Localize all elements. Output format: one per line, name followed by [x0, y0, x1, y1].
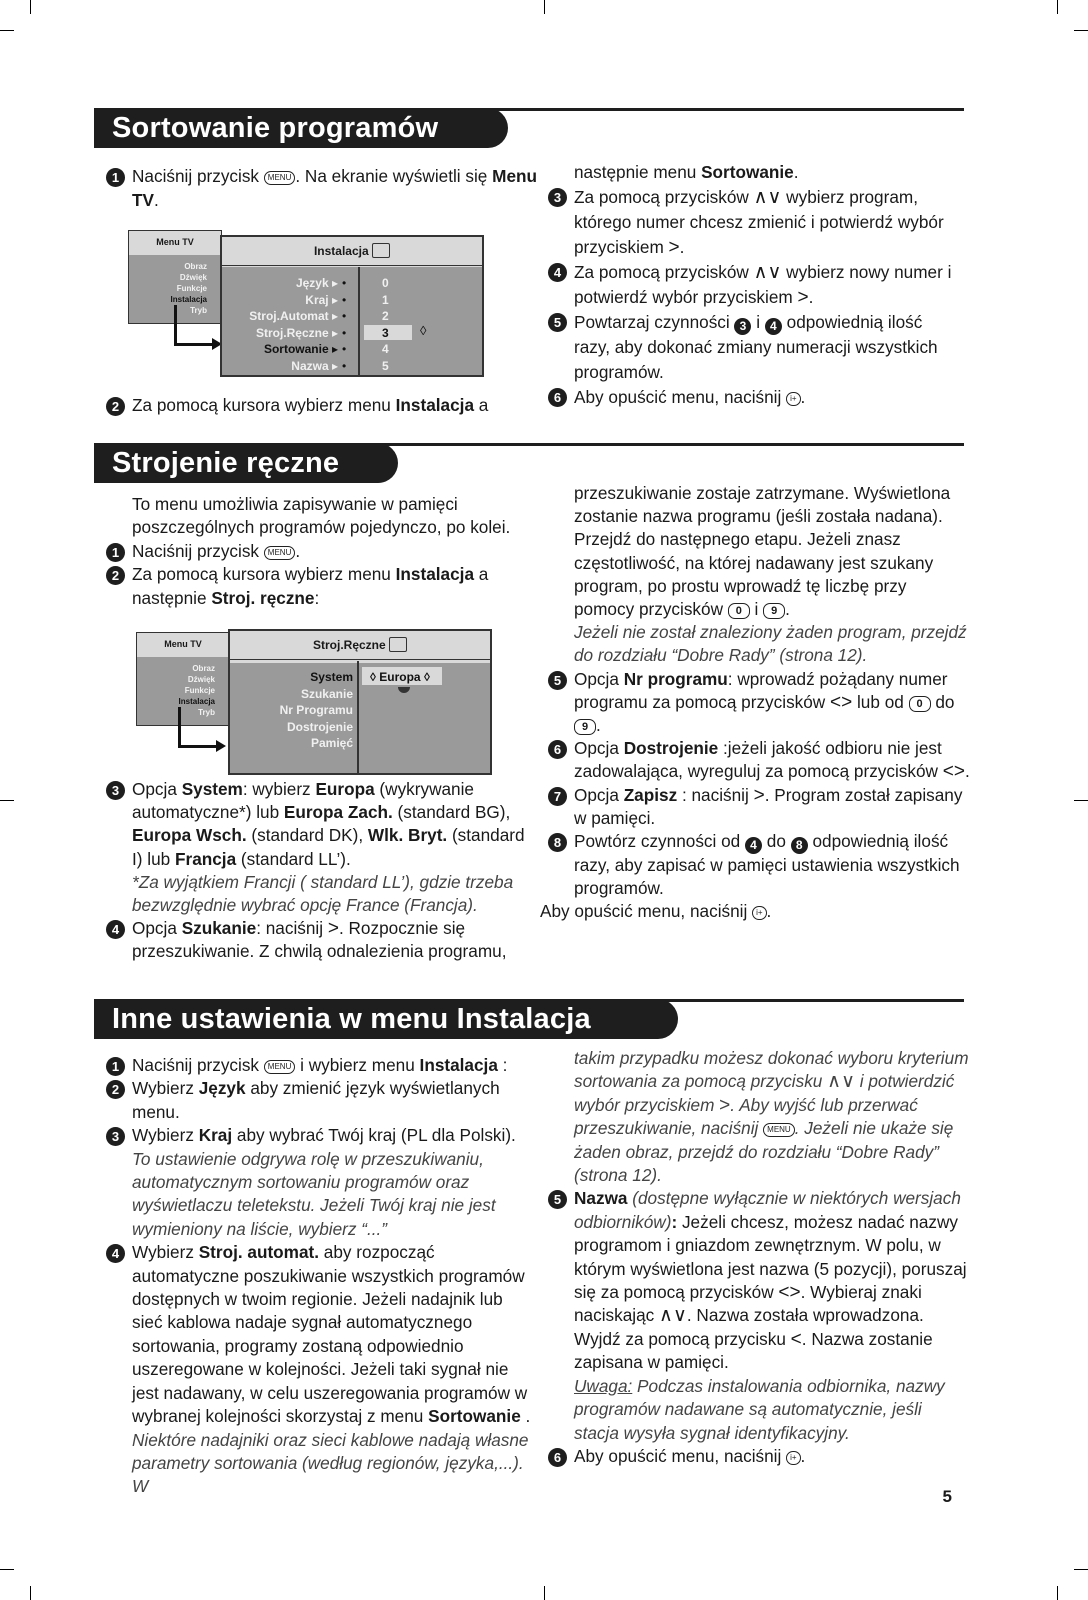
- section-title: Sortowanie programów: [112, 111, 439, 144]
- s2-step-4: 4 Opcja Szukanie: naciśnij >. Rozpocznie się przeszukiwanie. Z chwilą odnalezienia programu,: [98, 917, 538, 963]
- key-9-icon: 9: [763, 603, 785, 619]
- right-arrow-icon: >: [327, 918, 339, 940]
- up-down-icon: ∧∨: [753, 262, 782, 283]
- menu-bullets: • • • • • •: [342, 276, 347, 373]
- s1-step-2: 2 Za pomocą kursora wybierz menu Instalacja a: [98, 394, 538, 418]
- osd-button-icon: i+: [752, 906, 766, 920]
- s3-step-4: 4 Wybierz Stroj. automat. aby rozpocząć automatyczne poszukiwanie wszystkich programów dostępnych w twoim regionie. Jeżeli nadajnik lub sieć kablowa nadaje sygnał automatycznego sortowania, programy zostaną odpowiednio uszeregowane w kolejności. Jeżeli taki sygnał nie jest nadawany, w celu uszeregowania programów w wybranej kolejności skorzystaj z menu Sortowanie .: [98, 1241, 538, 1428]
- menu-button-icon: MENU: [264, 1060, 296, 1074]
- right-arrow-icon: >: [719, 1094, 731, 1116]
- key-0-icon: 0: [909, 696, 931, 712]
- s1-step-3: 3 Za pomocą przycisków ∧∨ wybierz program, którego numer chcesz zmienić i potwierdź wybór przyciskiem >.: [540, 185, 960, 260]
- section-heading: [94, 443, 398, 483]
- down-arrow-icon: [398, 687, 410, 693]
- right-arrow-icon: >: [797, 287, 809, 308]
- crop-mark: [1057, 1586, 1058, 1600]
- crop-mark: [1074, 800, 1088, 801]
- menu-item-jezyk: Język ▸: [295, 276, 338, 290]
- right-arrow-icon: >: [668, 237, 680, 258]
- s1-right-column: [540, 160, 960, 410]
- menu-tv-title: Menu TV: [156, 237, 194, 247]
- s2-step-4-cont: przeszukiwanie zostaje zatrzymane. Wyświetlona zostanie nazwa programu (jeśli została nadana). Przejdź do następnego etapu. Jeżeli znasz częstotliwość, na której nadawany jest szukany program, po prostu wprowadź tę liczbę przy pomocy przycisków 0 i 9 .: [574, 483, 951, 620]
- menu-button-icon: MENU: [264, 171, 296, 185]
- instalacja-list: [249, 275, 338, 374]
- s3-step-3: 3 Wybierz Kraj aby wybrać Twój kraj (PL dla Polski).: [98, 1124, 538, 1147]
- s1-step-2-cont: następnie menu Sortowanie.: [574, 162, 799, 182]
- s1-step-6: 6 Aby opuścić menu, naciśnij i+ .: [540, 385, 960, 410]
- s2-step-2: 2 Za pomocą kursora wybierz menu Instalacja a następnie Stroj. ręczne:: [98, 563, 538, 610]
- s2-step-3: 3 Opcja System: wybierz Europa (wykrywanie automatyczne*) lub Europa Zach. (standard BG), Europa Wsch. (standard DK), Wlk. Bryt. (standard I) lub Francja (standard LL’).: [98, 778, 538, 871]
- left-arrow-icon: <: [790, 1328, 802, 1350]
- crop-mark: [30, 1586, 31, 1600]
- menu-item-stroj-automat: Stroj.Automat ▸: [249, 309, 338, 323]
- up-down-icon: ∧∨: [753, 187, 782, 208]
- menu-screen-icon: [372, 243, 390, 258]
- up-down-icon: ∧∨: [659, 1305, 687, 1327]
- menu-tv-panel: [136, 632, 230, 726]
- stroj-reczne-list: [280, 669, 353, 752]
- menu-tv-item: Dźwięk: [179, 273, 207, 282]
- right-arrow-icon: >: [753, 784, 765, 806]
- connector-arrow-icon: [216, 740, 226, 752]
- s3-step-3-note: To ustawienie odgrywa rolę w przeszukiwaniu, automatycznym sortowaniu programów oraz wyświetlaczu teletekstu. Jeżeli Twój kraj nie jest wymieniony na liście, wybierz “...”: [132, 1148, 496, 1239]
- s2-right-column: [540, 482, 970, 924]
- crop-mark: [544, 1586, 545, 1600]
- crop-mark: [0, 1569, 14, 1570]
- s3-step-5-note: Uwaga: Podczas instalowania odbiornika, nazwy programów nadawane są automatycznie, jeśli stacja wysyła sygnał identyfikacyjny.: [574, 1375, 945, 1443]
- stroj-reczne-title: Stroj.Ręczne: [230, 631, 490, 660]
- menu-diagram-instalacja: [128, 230, 488, 380]
- menu-item-system: System: [310, 670, 353, 684]
- stroj-reczne-panel: [228, 629, 492, 775]
- scroll-arrows-icon: ◊: [420, 323, 427, 338]
- menu-item-nazwa: Nazwa ▸: [291, 358, 338, 373]
- s1-left-column: [98, 165, 538, 212]
- header-fill: [230, 661, 490, 663]
- left-right-icon: <>: [830, 691, 853, 713]
- s3-step-2: 2 Wybierz Język aby zmienić język wyświetlanych menu.: [98, 1077, 538, 1124]
- menu-item-sortowanie: Sortowanie ▸: [263, 342, 338, 356]
- crop-mark: [0, 800, 14, 801]
- menu-item-szukanie: Szukanie: [300, 686, 353, 701]
- menu-button-icon: MENU: [763, 1123, 795, 1137]
- crop-mark: [1074, 30, 1088, 31]
- menu-diagram-stroj-reczne: [136, 632, 496, 782]
- menu-item-dostrojenie: Dostrojenie: [286, 719, 353, 734]
- menu-tv-list: Obraz Dźwięk Funkcje Instalacja Tryb: [178, 664, 215, 717]
- s2-step-3-note: *Za wyjątkiem Francji ( standard LL’), gdzie trzeba bezwzględnie wybrać opcję France (Francja).: [132, 871, 514, 916]
- s2-step-4-note: Jeżeli nie został znaleziony żaden program, przejdź do rozdziału “Dobre Rady” (strona 12).: [574, 622, 967, 666]
- connector-line: [178, 745, 218, 748]
- s2-step-8: 8 Powtórz czynności od 4 do 8 odpowiednią ilość razy, aby zapisać w pamięci ustawienia wszystkich programów.: [540, 830, 970, 900]
- menu-tv-item-selected: Instalacja: [170, 295, 207, 304]
- menu-item-pamiec: Pamięć: [310, 736, 353, 750]
- connector-line: [174, 343, 214, 346]
- s2-left-column-b: [98, 778, 538, 964]
- s2-intro: To menu umożliwia zapisywanie w pamięci poszczególnych programów pojedynczo, po kolei.: [132, 494, 511, 538]
- menu-item-nr-programu: Nr Programu: [279, 703, 353, 717]
- section-title: Strojenie ręczne: [112, 446, 340, 479]
- section-heading: [94, 999, 678, 1039]
- menu-button-icon: MENU: [264, 546, 296, 560]
- osd-button-icon: i+: [786, 392, 800, 406]
- menu-divider: [357, 661, 359, 773]
- s3-step-6: 6 Aby opuścić menu, naciśnij i+ .: [540, 1445, 970, 1468]
- menu-divider: [358, 267, 360, 375]
- section-title: Inne ustawienia w menu Instalacja: [112, 1002, 591, 1035]
- instalacja-panel: [220, 235, 484, 377]
- s2-step-1: 1 Naciśnij przycisk MENU .: [98, 540, 538, 563]
- menu-item-kraj: Kraj ▸: [305, 292, 338, 307]
- menu-tv-item: Obraz: [184, 262, 207, 271]
- osd-button-icon: i+: [786, 1451, 800, 1465]
- key-9-icon: 9: [574, 719, 596, 735]
- crop-mark: [0, 30, 14, 31]
- instalacja-title: Instalacja: [222, 237, 482, 266]
- s3-left-column: [98, 1054, 538, 1499]
- s3-step-1: 1 Naciśnij przycisk MENU i wybierz menu Instalacja :: [98, 1054, 538, 1077]
- number-list: 0 1 2 3 4 5: [382, 276, 389, 373]
- s2-step-7: 7 Opcja Zapisz : naciśnij >. Program został zapisany w pamięci.: [540, 784, 970, 830]
- s1-left-column-b: [98, 394, 538, 418]
- s1-step-4: 4 Za pomocą przycisków ∧∨ wybierz nowy numer i potwierdź wybór przyciskiem >.: [540, 260, 960, 310]
- s1-step-5: 5 Powtarzaj czynności 3 i 4 odpowiednią ilość razy, aby dokonać zmiany numeracji wszystkich programów.: [540, 310, 960, 385]
- page-number: 5: [942, 1487, 952, 1506]
- crop-mark: [30, 0, 31, 14]
- menu-item-stroj-reczne: Stroj.Ręczne ▸: [255, 325, 338, 340]
- s3-step-5: 5 Nazwa (dostępne wyłącznie w niektórych wersjach odbiorników): Jeżeli chcesz, możesz nadać nazwy programom i gniazdom zewnętrznym. W polu, w którym wyświetlona jest nazwa (5 pozycji), poruszaj się za pomocą przycisków <>. Wybieraj znaki naciskając ∧∨. Nazwa została wprowadzona. Wyjdź za pomocą przycisku <. Nazwa zostanie zapisana w pamięci.: [540, 1187, 970, 1374]
- left-right-icon: <>: [942, 761, 965, 783]
- crop-mark: [544, 0, 545, 14]
- step-number: 1: [106, 168, 125, 187]
- s2-exit: Aby opuścić menu, naciśnij i+ .: [540, 901, 772, 922]
- s2-left-column: [98, 493, 538, 610]
- menu-tv-item: Tryb: [190, 306, 207, 315]
- menu-screen-icon: [389, 637, 407, 652]
- section-heading: [94, 108, 508, 148]
- connector-line: [178, 707, 181, 747]
- menu-tv-title: Menu TV: [164, 639, 202, 649]
- s2-step-6: 6 Opcja Dostrojenie :jeżeli jakość odbioru nie jest zadowalająca, wyreguluj za pomocą przycisków <>.: [540, 737, 970, 783]
- crop-mark: [1074, 1569, 1088, 1570]
- up-down-icon: ∧∨: [827, 1071, 855, 1093]
- menu-tv-item: Funkcje: [176, 284, 207, 293]
- s2-step-5: 5 Opcja Nr programu: wprowadź pożądany numer programu za pomocą przycisków <> lub od 0 do 9 .: [540, 668, 970, 738]
- connector-line: [174, 305, 177, 345]
- left-right-icon: <>: [778, 1282, 801, 1304]
- s3-right-column: [540, 1047, 970, 1468]
- key-0-icon: 0: [728, 603, 750, 619]
- system-value: ◊ Europa ◊: [370, 670, 430, 684]
- s1-step-1: 1 Naciśnij przycisk MENU . Na ekranie wyświetli się Menu TV.: [98, 165, 538, 212]
- s3-step-4-note: Niektóre nadajniki oraz sieci kablowe nadają własne parametry sortowania (według regionów, języka,...). W: [132, 1429, 529, 1497]
- crop-mark: [1057, 0, 1058, 14]
- s3-step-4-note-cont: takim przypadku możesz dokonać wyboru kryterium sortowania za pomocą przycisku ∧∨ i potwierdzić wybór przyciskiem >. Aby wyjść lub przerwać przeszukiwanie, naciśnij MENU . Jeżeli nie ukaże się żaden obraz, przejdź do rozdziału “Dobre Rady” (strona 12).: [574, 1048, 969, 1186]
